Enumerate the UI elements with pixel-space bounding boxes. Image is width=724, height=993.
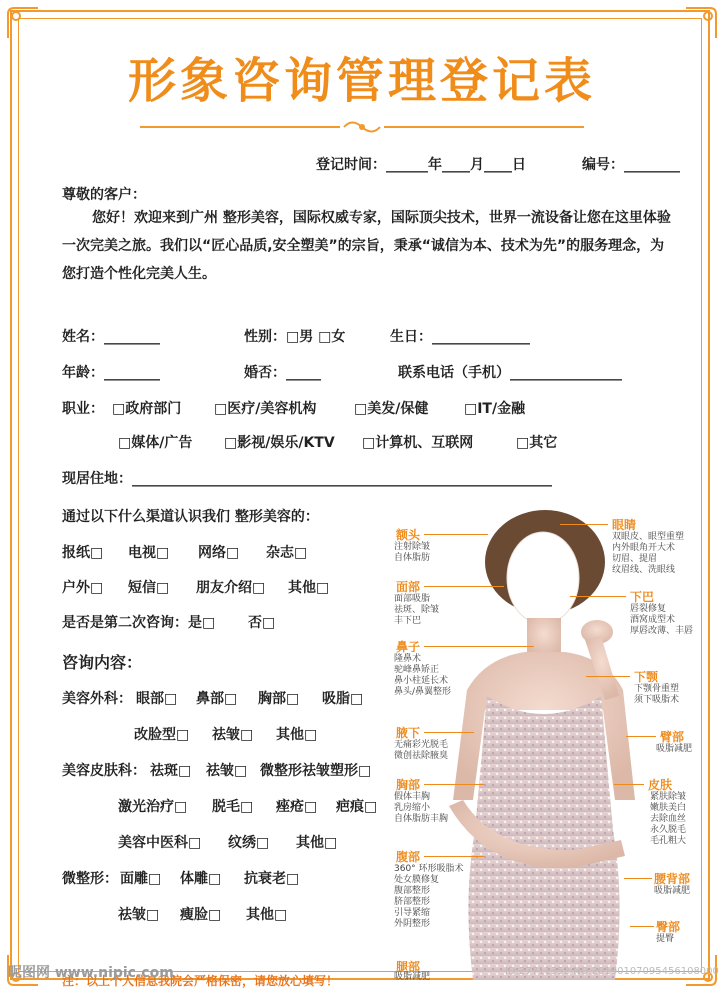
leader-nose: [424, 646, 534, 647]
job-option-other[interactable]: □其它: [516, 435, 558, 451]
title-ornament-icon: [342, 118, 382, 136]
address-field[interactable]: 现居住地：____________________________________________________________: [62, 471, 552, 487]
job-option-it-finance[interactable]: □IT/金融: [464, 401, 526, 417]
serial-number-field[interactable]: 编号：________: [582, 157, 680, 173]
label-forehead-desc: 注射除皱 自体脂肪: [394, 542, 431, 563]
label-breast-title: 胸部: [396, 778, 421, 792]
watermark-id: ID:27711352 NO:20190107095456108000: [505, 966, 719, 977]
label-arm-desc: 吸脂减肥: [656, 744, 693, 754]
micro-label: 微整形：: [62, 871, 118, 887]
micro-slim-face[interactable]: 瘦脸□: [180, 907, 222, 923]
label-hip-desc: 提臀: [656, 934, 675, 944]
surgery-eyes[interactable]: 眼部□: [136, 691, 178, 707]
second-visit-yes[interactable]: 是否是第二次咨询：是□: [62, 615, 216, 631]
surgery-breast[interactable]: 胸部□: [258, 691, 300, 707]
label-hip-title: 臀部: [656, 920, 681, 934]
page-title: 形象咨询管理登记表: [127, 53, 596, 109]
micro-face-sculpt[interactable]: 面雕□: [120, 871, 162, 887]
corner-ornament-top-left: [4, 4, 42, 42]
label-armpit-desc: 无痛彩光脱毛 微创祛除腋臭: [394, 740, 449, 761]
occupation-label: 职业：: [62, 401, 104, 417]
channel-sms[interactable]: 短信□: [128, 580, 170, 596]
label-nose-title: 鼻子: [396, 640, 421, 654]
label-eyes-title: 眼睛: [612, 518, 637, 532]
consult-section-title: 咨询内容：: [62, 653, 143, 672]
label-jaw-title: 下颚: [634, 670, 659, 684]
leader-jaw: [586, 676, 630, 677]
label-nose-desc: 隆鼻术 驼峰鼻矫正 鼻小柱延长术 鼻头/鼻翼整形: [394, 654, 452, 697]
channel-tv[interactable]: 电视□: [128, 545, 170, 561]
label-jaw-desc: 下颚骨重塑 须下吸脂术: [634, 684, 680, 705]
label-waist-back-title: 腰背部: [654, 872, 691, 886]
channel-internet[interactable]: 网络□: [198, 545, 240, 561]
title-rule-left: [140, 126, 340, 128]
label-eyes-desc: 双眼皮、眼型重塑 内外眼角开大术 切眉、提眉 纹眉线、洗眼线: [612, 532, 685, 575]
leader-waist-back: [624, 878, 652, 879]
surgery-other[interactable]: 其他□: [276, 727, 318, 743]
second-visit-no[interactable]: 否□: [248, 615, 276, 631]
greeting: 尊敬的客户：: [62, 187, 146, 203]
channel-newspaper[interactable]: 报纸□: [62, 545, 104, 561]
age-field[interactable]: 年龄：________: [62, 365, 160, 381]
gender-field[interactable]: 性别：□男 □女: [244, 329, 346, 345]
watermark-logo: 昵图网 www.nipic.com: [8, 965, 174, 981]
channel-outdoor[interactable]: 户外□: [62, 580, 104, 596]
micro-anti-aging[interactable]: 抗衰老□: [244, 871, 300, 887]
name-field[interactable]: 姓名：________: [62, 329, 160, 345]
skin-scar[interactable]: 疤痕□: [336, 799, 378, 815]
label-waist-back-desc: 吸脂减肥: [654, 886, 691, 896]
label-abdomen-desc: 360° 环形吸脂术 处女膜修复 腹部整形 脐部整形 引导紧缩 外阴整形: [394, 864, 464, 929]
phone-field[interactable]: 联系电话（手机）________________: [398, 365, 622, 381]
label-legs-title: 腿部: [396, 960, 421, 974]
leader-hip: [630, 926, 654, 927]
leader-skin: [614, 784, 644, 785]
leader-abdomen: [424, 856, 484, 857]
label-face-title: 面部: [396, 580, 421, 594]
skin-tattoo[interactable]: 纹绣□: [228, 835, 270, 851]
leader-face: [424, 586, 504, 587]
job-option-media[interactable]: □媒体/广告: [118, 435, 193, 451]
micro-wrinkle[interactable]: 祛皱□: [118, 907, 160, 923]
label-forehead-title: 额头: [396, 528, 421, 542]
label-skin-title: 皮肤: [648, 778, 673, 792]
job-option-entertainment[interactable]: □影视/娱乐/KTV: [224, 435, 335, 451]
leader-chin: [570, 596, 626, 597]
skin-acne[interactable]: 痤疮□: [276, 799, 318, 815]
birthday-field[interactable]: 生日：______________: [390, 329, 530, 345]
micro-body-sculpt[interactable]: 体雕□: [180, 871, 222, 887]
job-option-medical[interactable]: □医疗/美容机构: [214, 401, 317, 417]
label-face-desc: 面部吸脂 祛斑、除皱 丰下巴: [394, 594, 440, 626]
leader-eyes: [560, 524, 608, 525]
leader-armpit: [424, 732, 474, 733]
micro-other[interactable]: 其他□: [246, 907, 288, 923]
label-breast-desc: 假体丰胸 乳房缩小 自体脂肪丰胸: [394, 792, 449, 824]
job-option-salon[interactable]: □美发/保健: [354, 401, 429, 417]
job-option-internet[interactable]: □计算机、互联网: [362, 435, 474, 451]
label-chin-desc: 唇裂修复 酒窝成型术 厚唇改薄、丰唇: [630, 604, 694, 636]
channel-other[interactable]: 其他□: [288, 580, 330, 596]
leader-forehead: [424, 534, 488, 535]
skin-spots[interactable]: 祛斑□: [150, 763, 192, 779]
skin-label: 美容皮肤科：: [62, 763, 146, 779]
skin-other[interactable]: 其他□: [296, 835, 338, 851]
surgery-nose[interactable]: 鼻部□: [196, 691, 238, 707]
skin-tcm[interactable]: 美容中医科□: [118, 835, 202, 851]
surgery-label: 美容外科：: [62, 691, 132, 707]
label-skin-desc: 紧肤除皱 嫩肤美白 去除血丝 永久脱毛 毛孔粗大: [650, 792, 687, 846]
leader-arm: [626, 736, 656, 737]
registration-date-field[interactable]: 登记时间：______年____月____日: [316, 157, 526, 173]
label-arm-title: 臂部: [660, 730, 685, 744]
label-abdomen-title: 腹部: [396, 850, 421, 864]
leader-breast: [424, 784, 484, 785]
intro-paragraph: 您好！欢迎来到广州 整形美容，国际权威专家，国际顶尖技术，世界一流设备让您在这里体验一次完美之旅。我们以“匠心品质,安全塑美”的宗旨，秉承“诚信为本、技术为先”的服务理念，为您打造个性化完美人生。: [62, 210, 671, 282]
marital-status-field[interactable]: 婚否：_____: [244, 365, 321, 381]
label-chin-title: 下巴: [630, 590, 655, 604]
job-option-government[interactable]: □政府部门: [112, 401, 182, 417]
channel-friend[interactable]: 朋友介绍□: [196, 580, 266, 596]
channel-question: 通过以下什么渠道认识我们 整形美容的：: [62, 509, 319, 525]
channel-magazine[interactable]: 杂志□: [266, 545, 308, 561]
skin-micro-shaping[interactable]: 微整形祛皱塑形□: [260, 763, 372, 779]
label-armpit-title: 腋下: [396, 726, 421, 740]
privacy-footer-note: 注：以上个人信息我院会严格保密，请您放心填写！: [62, 974, 339, 988]
surgery-face-shape[interactable]: 改脸型□: [134, 727, 190, 743]
surgery-liposuction[interactable]: 吸脂□: [322, 691, 364, 707]
title-rule-right: [384, 126, 584, 128]
surgery-wrinkle[interactable]: 祛皱□: [212, 727, 254, 743]
label-legs-desc: 吸脂减肥: [394, 972, 431, 982]
skin-hair-removal[interactable]: 脱毛□: [212, 799, 254, 815]
skin-wrinkle[interactable]: 祛皱□: [206, 763, 248, 779]
skin-laser[interactable]: 激光治疗□: [118, 799, 188, 815]
corner-ornament-top-right: [682, 4, 720, 42]
